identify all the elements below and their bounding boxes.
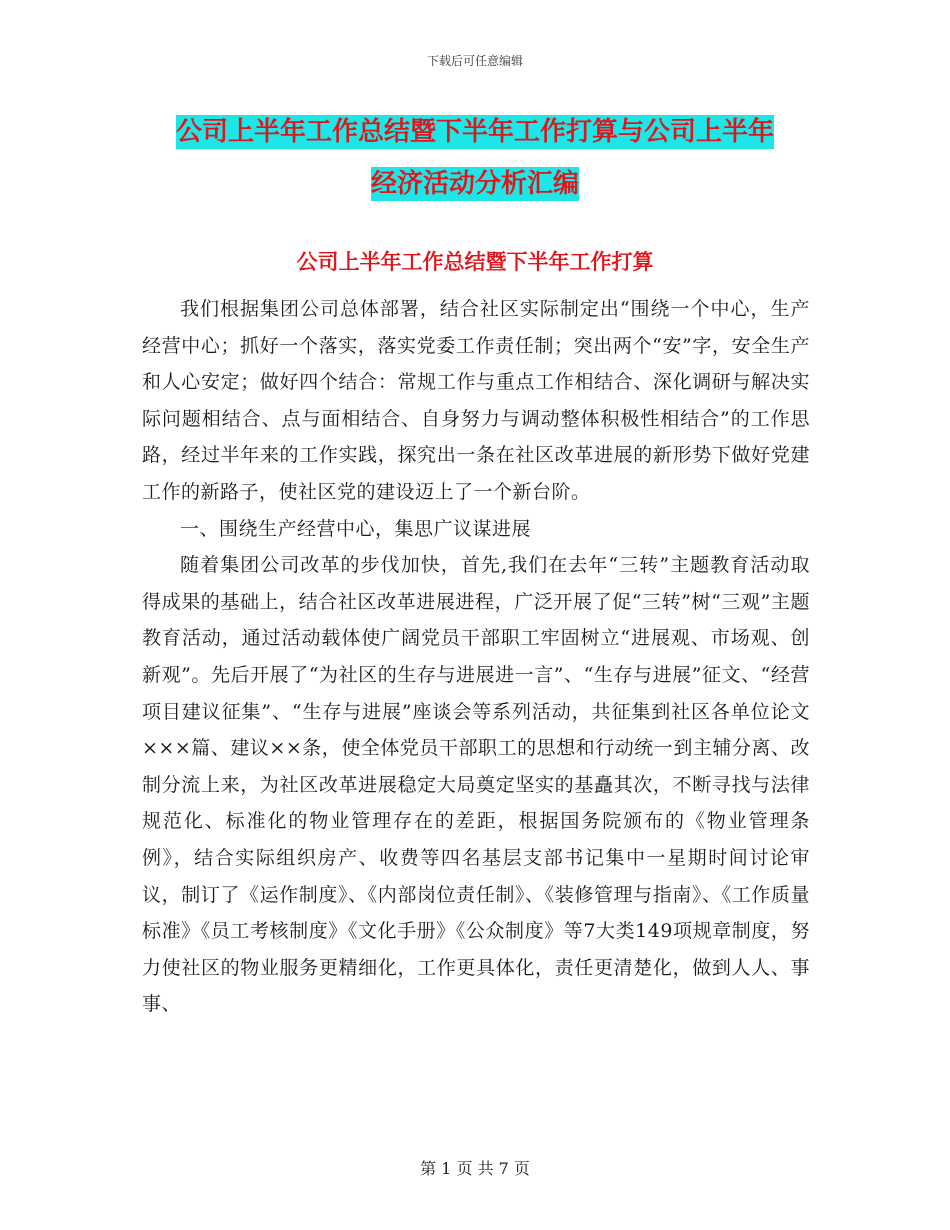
- main-title-line-1: 公司上半年工作总结暨下半年工作打算与公司上半年: [175, 117, 774, 147]
- paragraph-intro: 我们根据集团公司总体部署，结合社区实际制定出“围绕一个中心，生产经营中心；抓好一个落实，落实党委工作责任制；突出两个“安”字，安全生产和人心安定；做好四个结合：常规工作与重点工作相结合、深化调研与解决实际问题相结合、点与面相结合、自身努力与调动整体积极性相结合”的工作思路，经过半年来的工作实践，探究出一条在社区改革进展的新形势下做好党建工作的新路子，使社区党的建设迈上了一个新台阶。: [142, 298, 810, 503]
- page-header-note: 下载后可任意编辑: [426, 54, 523, 68]
- page-footer: 第 1 页 共 7 页: [420, 1159, 530, 1178]
- document-main-title: [140, 106, 810, 210]
- paragraph-heading-1: 一、围绕生产经营中心，集思广议谋进展: [180, 517, 532, 540]
- body-text: [142, 291, 810, 1023]
- section-title: 公司上半年工作总结暨下半年工作打算: [296, 250, 654, 274]
- paragraph-body-1: 随着集团公司改革的步伐加快，首先,我们在去年“三转”主题教育活动取得成果的基础上，结合社区改革进展进程，广泛开展了促“三转”树“三观”主题教育活动，通过活动载体使广阔党员干部职工牢固树立“进展观、市场观、创新观”。先后开展了“为社区的生存与进展进一言”、“生存与进展”征文、“经营项目建议征集”、“生存与进展”座谈会等系列活动，共征集到社区各单位论文×××篇、建议××条，使全体党员干部职工的思想和行动统一到主辅分离、改制分流上来，为社区改革进展稳定大局奠定坚实的基矗其次，不断寻找与法律规范化、标准化的物业管理存在的差距，根据国务院颁布的《物业管理条例》，结合实际组织房产、收费等四名基层支部书记集中一星期时间讨论审议，制订了《运作制度》、《内部岗位责任制》、《装修管理与指南》、《工作质量标准》《员工考核制度》《文化手册》《公众制度》等7大类149项规章制度，努力使社区的物业服务更精细化，工作更具体化，责任更清楚化，做到人人、事事、: [142, 554, 810, 1016]
- main-title-line-2: 经济活动分析汇编: [370, 169, 579, 199]
